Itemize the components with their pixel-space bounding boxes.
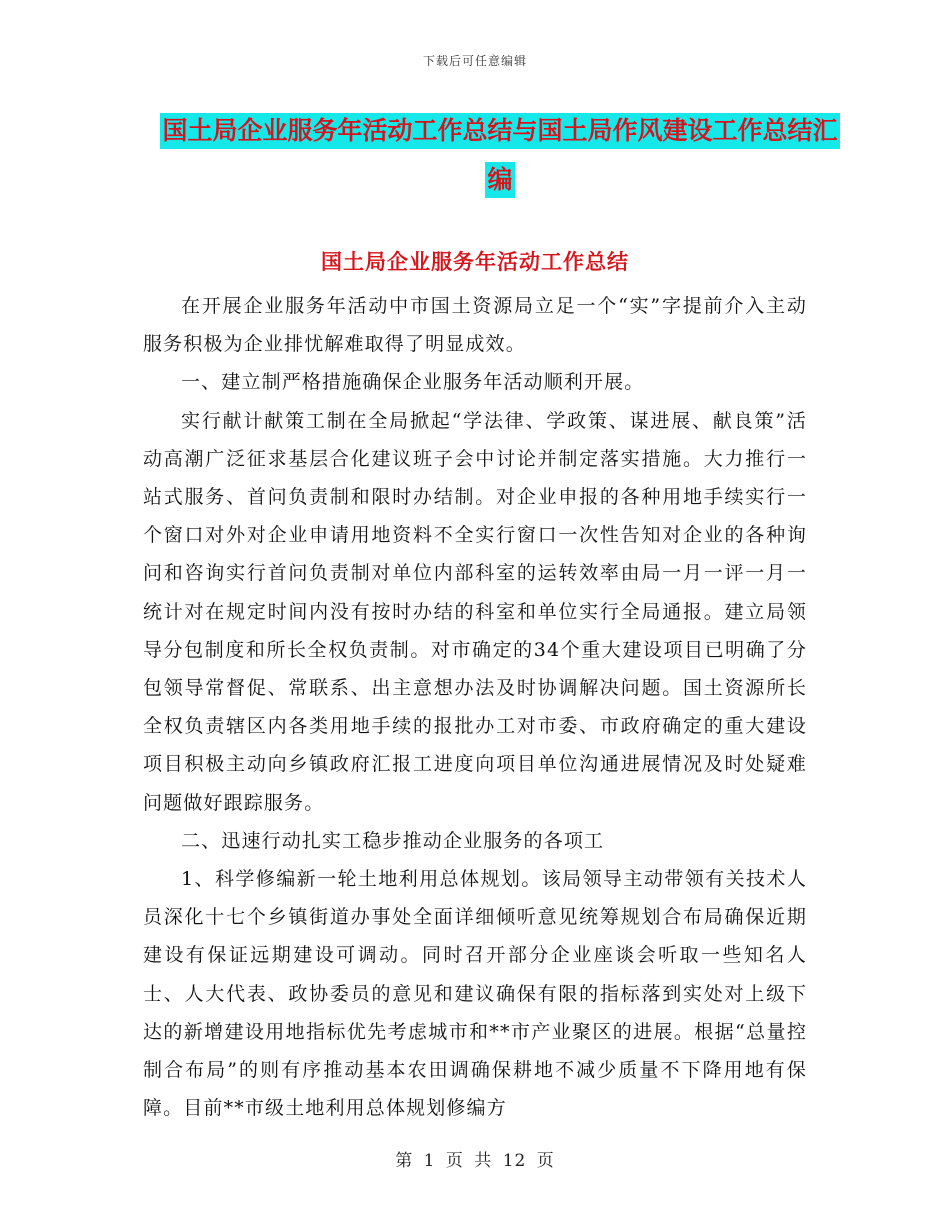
section-title: 国土局企业服务年活动工作总结: [321, 249, 629, 274]
paragraph: 一、建立制严格措施确保企业服务年活动顺利开展。: [181, 371, 645, 394]
paragraph: 二、迅速行动扎实工稳步推动企业服务的各项工: [181, 829, 605, 852]
document-body: [143, 287, 807, 1127]
paragraph: 实行献计献策工制在全局掀起“学法律、学政策、谋进展、献良策”活动高潮广泛征求基层合化建议班子会中讨论并制定落实措施。大力推行一站式服务、首问负责制和限时办结制。对企业申报的各种用地手续实行一个窗口对外对企业申请用地资料不全实行窗口一次性告知对企业的各种询问和咨询实行首问负责制对单位内部科室的运转效率由局一月一评一月一统计对在规定时间内没有按时办结的科室和单位实行全局通报。建立局领导分包制度和所长全权负责制。对市确定的34个重大建设项目已明确了分包领导常督促、常联系、出主意想办法及时协调解决问题。国土资源所长全权负责辖区内各类用地手续的报批办工对市委、市政府确定的重大建设项目积极主动向乡镇政府汇报工进度向项目单位沟通进展情况及时处疑难问题做好跟踪服务。: [143, 409, 807, 814]
paragraph: 1、科学修编新一轮土地利用总体规划。该局领导主动带领有关技术人员深化十七个乡镇街道办事处全面详细倾听意见统筹规划合布局确保近期建设有保证远期建设可调动。同时召开部分企业座谈会听取一些知名人士、人大代表、政协委员的意见和建议确保有限的指标落到实处对上级下达的新增建设用地指标优先考虑城市和**市产业聚区的进展。根据“总量控制合布局”的则有序推动基本农田调确保耕地不减少质量不下降用地有保障。目前**市级土地利用总体规划修编方: [143, 868, 807, 1120]
page-footer-number: 第 1 页 共 12 页: [395, 1151, 555, 1171]
document-title-text: 国土局企业服务年活动工作总结与国土局作风建设工作总结汇编: [160, 113, 839, 198]
paragraph: 在开展企业服务年活动中市国土资源局立足一个“实”字提前介入主动服务积极为企业排忧解难取得了明显成效。: [143, 295, 807, 356]
page-header-note: 下载后可任意编辑: [422, 54, 527, 68]
document-title: [150, 106, 850, 204]
